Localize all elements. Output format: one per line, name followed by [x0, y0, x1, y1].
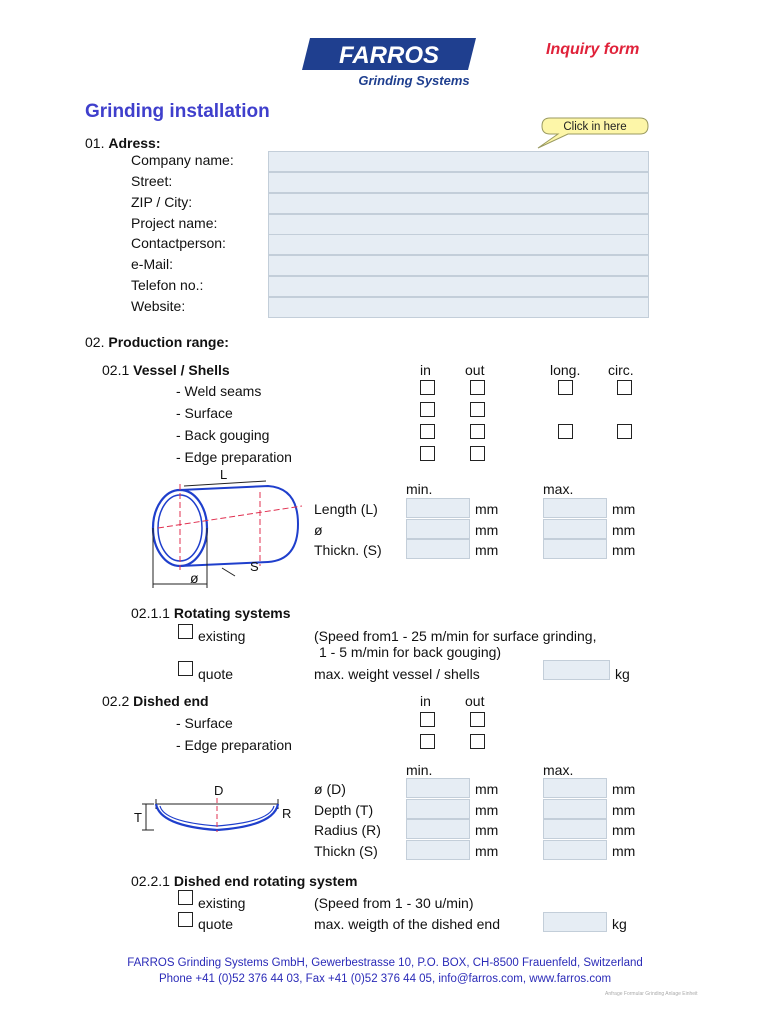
weld-seams-circ-checkbox[interactable] — [617, 380, 632, 395]
dished-depth-min-unit: mm — [475, 802, 499, 818]
dished-label-radius: R — [282, 806, 292, 821]
contact-person-field[interactable] — [268, 234, 649, 255]
length-max-unit: mm — [612, 501, 636, 517]
click-here-text: Click in here — [563, 121, 627, 133]
street-field[interactable] — [268, 172, 649, 193]
email-field[interactable] — [268, 255, 649, 276]
vessel-weight-unit: kg — [615, 666, 630, 682]
diameter-min-unit: mm — [475, 522, 499, 538]
dished-depth-min-field[interactable] — [406, 799, 470, 819]
dished-col-max: max. — [543, 762, 574, 778]
vessel-label-thickness: S — [250, 559, 259, 574]
dished-diameter-max-field[interactable] — [543, 778, 607, 798]
rotating-weight-label: max. weight vessel / shells — [314, 666, 480, 682]
address-label-project: Project name: — [131, 215, 218, 231]
rotating-quote-checkbox[interactable] — [178, 661, 193, 676]
address-section-number: 01. — [85, 135, 105, 151]
vessel-row-surface: - Surface — [176, 405, 233, 421]
edge-prep-in-checkbox[interactable] — [420, 446, 435, 461]
dished-col-in: in — [420, 693, 431, 709]
vessel-dim-diameter-label: ø — [314, 522, 323, 538]
rotating-quote-label: quote — [198, 666, 234, 682]
vessel-col-long: long. — [550, 362, 581, 378]
address-label-company: Company name: — [131, 152, 234, 168]
dished-rotating-existing-checkbox[interactable] — [178, 890, 193, 905]
vessel-col-max: max. — [543, 481, 574, 497]
length-min-field[interactable] — [406, 498, 470, 518]
dished-dim-thickness-label: Thickn (S) — [314, 843, 378, 859]
diameter-max-field[interactable] — [543, 519, 607, 539]
dished-label-diameter: D — [214, 783, 224, 798]
dished-surface-in-checkbox[interactable] — [420, 712, 435, 727]
edge-prep-out-checkbox[interactable] — [470, 446, 485, 461]
dished-rotating-weight-label: max. weigth of the dished end — [314, 916, 501, 932]
surface-in-checkbox[interactable] — [420, 402, 435, 417]
back-gouging-long-checkbox[interactable] — [558, 424, 573, 439]
website-field[interactable] — [268, 297, 649, 318]
production-section-heading — [85, 333, 229, 351]
dished-weight-field[interactable] — [543, 912, 607, 932]
vessel-col-min: min. — [406, 481, 433, 497]
vessel-row-back-gouging: - Back gouging — [176, 427, 270, 443]
logo-text: FARROS — [338, 42, 440, 69]
dished-row-surface: - Surface — [176, 715, 233, 731]
dished-dim-depth-label: Depth (T) — [314, 802, 374, 818]
dished-thickness-min-unit: mm — [475, 843, 499, 859]
vessel-heading — [102, 361, 230, 379]
dished-diameter-max-unit: mm — [612, 781, 636, 797]
callout-shape — [534, 114, 652, 152]
logo — [300, 36, 478, 90]
dished-radius-min-unit: mm — [475, 822, 499, 838]
dished-edge-prep-out-checkbox[interactable] — [470, 734, 485, 749]
rotating-existing-label: existing — [198, 628, 246, 644]
rotating-speed-line2: 1 - 5 m/min for back gouging) — [319, 644, 502, 660]
vessel-row-weld-seams: - Weld seams — [176, 383, 262, 399]
dished-diameter-min-field[interactable] — [406, 778, 470, 798]
rotating-number: 02.1.1 — [131, 605, 170, 621]
address-label-website: Website: — [131, 298, 186, 314]
logo-graphic — [300, 36, 478, 90]
dished-heading — [102, 692, 209, 710]
thickness-min-field[interactable] — [406, 539, 470, 559]
dished-thickness-max-unit: mm — [612, 843, 636, 859]
vessel-col-circ: circ. — [608, 362, 634, 378]
vessel-col-in: in — [420, 362, 431, 378]
surface-out-checkbox[interactable] — [470, 402, 485, 417]
back-gouging-out-checkbox[interactable] — [470, 424, 485, 439]
rotating-title: Rotating systems — [173, 605, 291, 621]
address-label-email: e-Mail: — [131, 256, 174, 272]
dished-end-drawing — [132, 778, 302, 842]
project-name-field[interactable] — [268, 214, 649, 235]
page-title: Grinding installation — [85, 101, 270, 122]
vessel-title: Vessel / Shells — [133, 362, 230, 378]
dished-depth-max-field[interactable] — [543, 799, 607, 819]
dished-depth-max-unit: mm — [612, 802, 636, 818]
dished-rotating-number: 02.2.1 — [131, 873, 170, 889]
dished-col-min: min. — [406, 762, 433, 778]
diameter-min-field[interactable] — [406, 519, 470, 539]
address-label-contact: Contactperson: — [131, 235, 226, 251]
thickness-max-unit: mm — [612, 542, 636, 558]
dished-rotating-title: Dished end rotating system — [173, 873, 358, 889]
diameter-max-unit: mm — [612, 522, 636, 538]
dished-radius-max-unit: mm — [612, 822, 636, 838]
dished-number: 02.2 — [102, 693, 130, 709]
production-section-number: 02. — [85, 334, 105, 350]
dished-rotating-existing-label: existing — [198, 895, 246, 911]
vessel-dim-length-label: Length (L) — [314, 501, 378, 517]
dished-rotating-heading — [131, 872, 357, 890]
vessel-weight-field[interactable] — [543, 660, 610, 680]
dished-rotating-quote-checkbox[interactable] — [178, 912, 193, 927]
logo-subtext: Grinding Systems — [358, 73, 470, 88]
weld-seams-long-checkbox[interactable] — [558, 380, 573, 395]
back-gouging-in-checkbox[interactable] — [420, 424, 435, 439]
dished-rotating-speed: (Speed from 1 - 30 u/min) — [314, 895, 474, 911]
dished-thickness-min-field[interactable] — [406, 840, 470, 860]
thickness-min-unit: mm — [475, 542, 499, 558]
dished-diameter-min-unit: mm — [475, 781, 499, 797]
dished-radius-max-field[interactable] — [543, 819, 607, 839]
thickness-max-field[interactable] — [543, 539, 607, 559]
address-label-street: Street: — [131, 173, 173, 189]
dished-col-out: out — [465, 693, 485, 709]
rotating-heading — [131, 604, 291, 622]
dished-dim-diameter-label: ø (D) — [314, 781, 346, 797]
dished-rotating-quote-label: quote — [198, 916, 234, 932]
vessel-row-edge-prep: - Edge preparation — [176, 449, 292, 465]
vessel-col-out: out — [465, 362, 485, 378]
production-section-title: Production range: — [108, 334, 229, 350]
vessel-cylinder-drawing — [140, 466, 310, 594]
dished-row-edge-prep: - Edge preparation — [176, 737, 292, 753]
dished-dim-radius-label: Radius (R) — [314, 822, 381, 838]
weld-seams-out-checkbox[interactable] — [470, 380, 485, 395]
dished-thickness-max-field[interactable] — [543, 840, 607, 860]
phone-field[interactable] — [268, 276, 649, 297]
inquiry-form-label: Inquiry form — [546, 41, 640, 58]
weld-seams-in-checkbox[interactable] — [420, 380, 435, 395]
dished-radius-min-field[interactable] — [406, 819, 470, 839]
rotating-existing-checkbox[interactable] — [178, 624, 193, 639]
length-min-unit: mm — [475, 501, 499, 517]
company-name-field[interactable] — [268, 151, 649, 172]
vessel-label-diameter: ø — [190, 570, 199, 586]
footer-fine-print: Anfrage Formular Grinding Anlage Einheit — [605, 991, 698, 997]
zip-city-field[interactable] — [268, 193, 649, 214]
back-gouging-circ-checkbox[interactable] — [617, 424, 632, 439]
vessel-label-length: L — [220, 467, 228, 482]
address-section-title: Adress: — [108, 135, 161, 151]
address-label-zip-city: ZIP / City: — [131, 194, 193, 210]
length-max-field[interactable] — [543, 498, 607, 518]
dished-end-diagram — [132, 778, 302, 842]
footer-contact: Phone +41 (0)52 376 44 03, Fax +41 (0)52 376 44 05, info@farros.com, www.farros.com — [158, 973, 612, 985]
footer-address: FARROS Grinding Systems GmbH, Gewerbestrasse 10, P.O. BOX, CH-8500 Frauenfeld, Switzerland — [127, 957, 643, 969]
rotating-speed-line1: (Speed from1 - 25 m/min for surface grinding, — [314, 628, 597, 644]
vessel-diagram — [140, 466, 310, 594]
click-here-callout[interactable] — [534, 114, 652, 152]
dished-surface-out-checkbox[interactable] — [470, 712, 485, 727]
address-section-heading — [85, 134, 161, 152]
vessel-number: 02.1 — [102, 362, 130, 378]
dished-label-depth: T — [134, 810, 142, 825]
vessel-dim-thickness-label: Thickn. (S) — [314, 542, 382, 558]
dished-edge-prep-in-checkbox[interactable] — [420, 734, 435, 749]
dished-weight-unit: kg — [612, 916, 627, 932]
dished-title: Dished end — [133, 693, 209, 709]
address-label-phone: Telefon no.: — [131, 277, 204, 293]
